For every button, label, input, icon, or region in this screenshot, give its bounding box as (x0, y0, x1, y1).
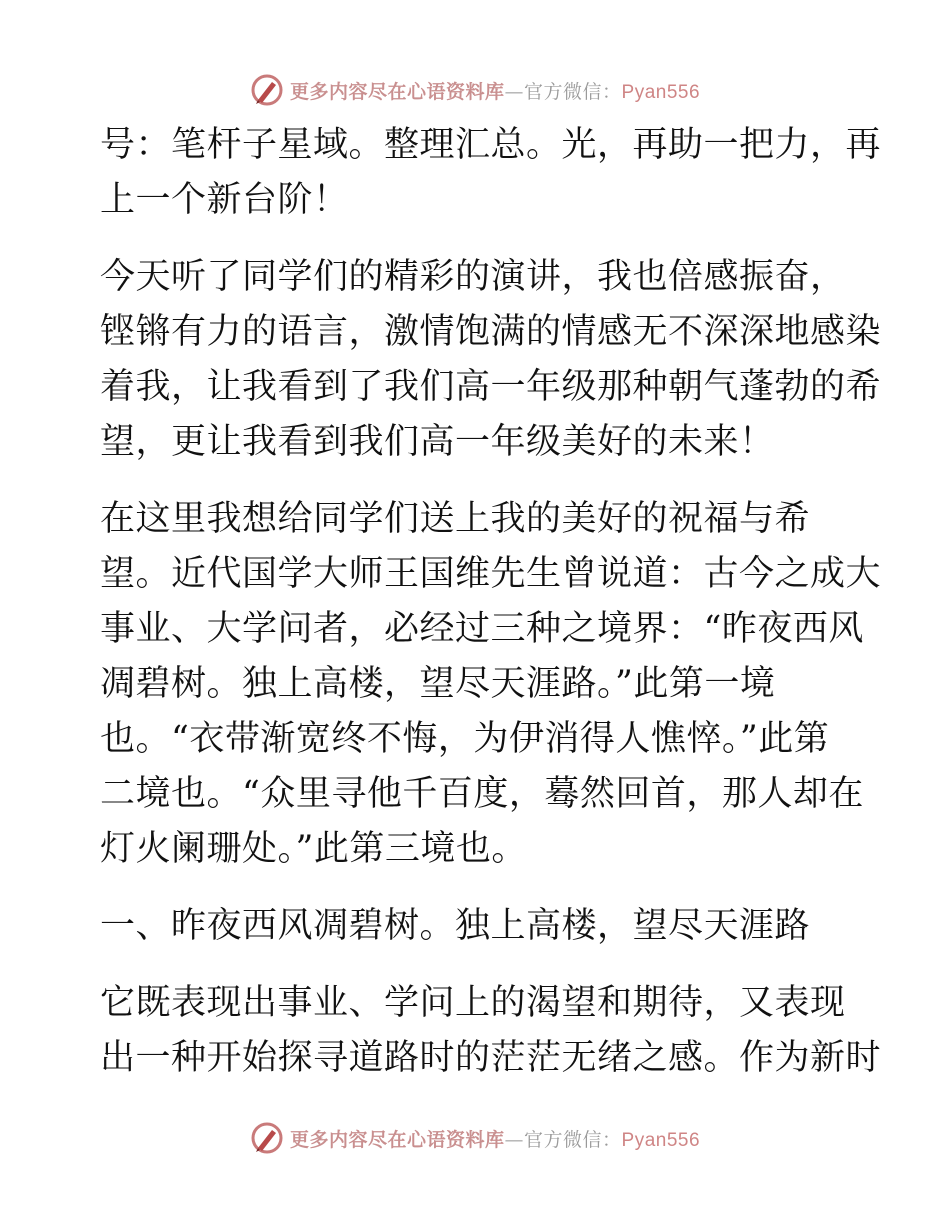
watermark-account: Pyan556 (621, 1129, 701, 1151)
watermark-label: 官方微信 (523, 1128, 602, 1151)
text-line: 出一种开始探寻道路时的茫茫无绪之感。作为新时 (100, 1038, 882, 1078)
text-line: 今天听了同学们的精彩的演讲，我也倍感振奋， (100, 257, 846, 297)
pen-logo-icon (250, 1121, 284, 1155)
watermark-text (290, 1125, 700, 1152)
watermark-main: 更多内容尽在心语资料库 (289, 1128, 505, 1151)
paragraph-5 (100, 976, 882, 1086)
watermark-label: 官方微信 (523, 80, 602, 103)
watermark-separator: — (504, 80, 524, 103)
watermark-colon: ： (602, 1128, 622, 1151)
text-line: 号：笔杆子星域。整理汇总。光，再助一把力，再 (100, 125, 882, 165)
text-line: 在这里我想给同学们送上我的美好的祝福与希 (100, 499, 811, 539)
watermark-account: Pyan556 (621, 81, 701, 103)
text-line: 望。近代国学大师王国维先生曾说道：古今之成大 (100, 554, 882, 594)
paragraph-2 (100, 250, 882, 470)
text-line: 也。“衣带渐宽终不悔，为伊消得人憔悴。”此第 (100, 719, 830, 759)
text-line: 上一个新台阶！ (100, 180, 349, 220)
paragraph-1 (100, 118, 882, 228)
watermark-banner-top (0, 70, 950, 110)
text-line: 事业、大学问者，必经过三种之境界：“昨夜西风 (100, 609, 864, 649)
watermark-main: 更多内容尽在心语资料库 (289, 80, 505, 103)
text-line: 二境也。“众里寻他千百度，蓦然回首，那人却在 (100, 774, 864, 814)
text-line: 着我，让我看到了我们高一年级那种朝气蓬勃的希 (100, 367, 882, 407)
text-line: 它既表现出事业、学问上的渴望和期待，又表现 (100, 983, 846, 1023)
paragraph-3 (100, 492, 882, 877)
watermark-text (290, 77, 700, 104)
text-line: 铿锵有力的语言，激情饱满的情感无不深深地感染 (100, 312, 882, 352)
watermark-colon: ： (602, 80, 622, 103)
text-line: 凋碧树。独上高楼，望尽天涯路。”此第一境 (100, 664, 776, 704)
paragraph-4-heading (100, 899, 860, 954)
pen-logo-icon (250, 73, 284, 107)
watermark-banner-bottom (0, 1118, 950, 1158)
text-line: 望，更让我看到我们高一年级美好的未来！ (100, 422, 775, 462)
watermark-separator: — (504, 1128, 524, 1151)
text-line: 一、昨夜西风凋碧树。独上高楼，望尽天涯路 (100, 906, 811, 946)
text-line: 灯火阑珊处。”此第三境也。 (100, 829, 527, 869)
document-body (100, 118, 882, 1108)
